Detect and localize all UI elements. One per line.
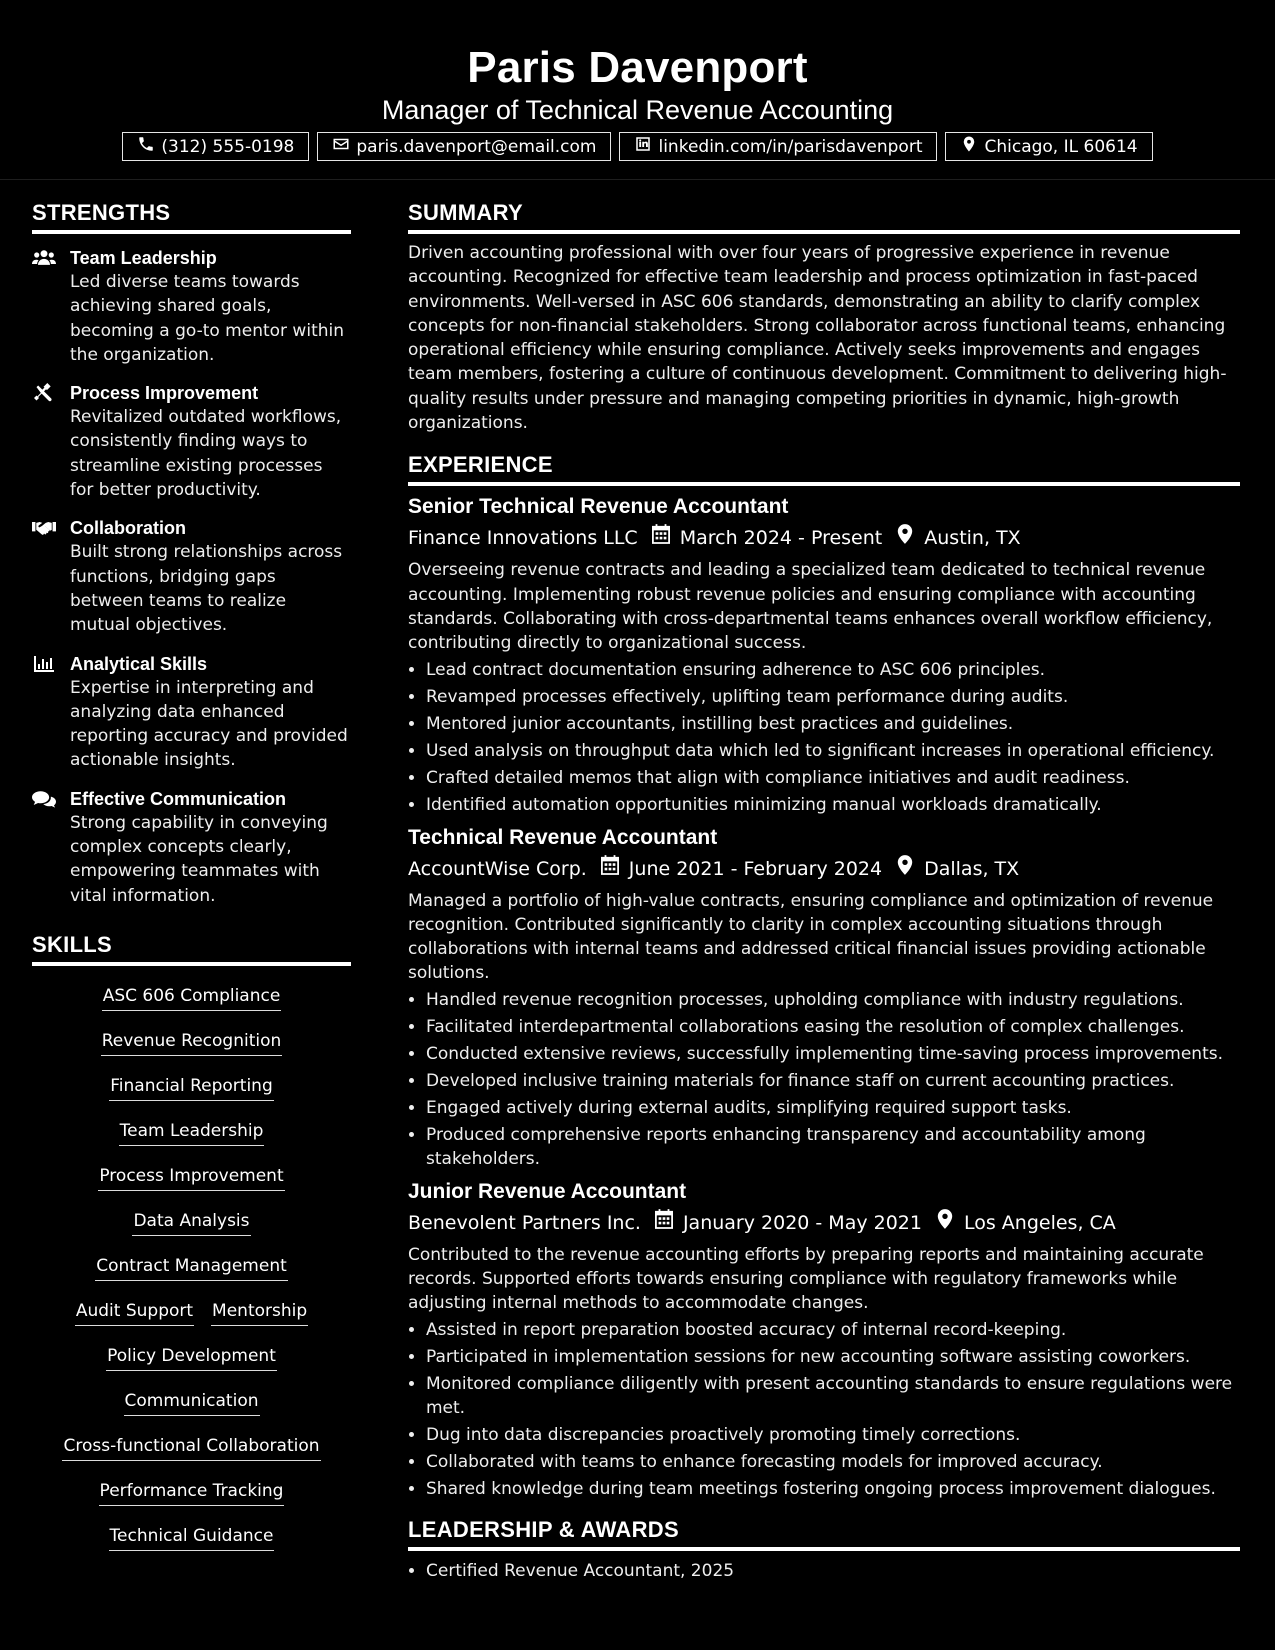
list-item: • Developed inclusive training materials for finance staff on current accounting practices.: [426, 1069, 1240, 1093]
list-item: • Participated in implementation sessions for new accounting software assisting coworkers.: [426, 1345, 1240, 1369]
handshake-icon: [32, 516, 70, 637]
linkedin-icon: [634, 135, 652, 158]
skill-tag: Policy Development: [106, 1342, 277, 1371]
job-title: Junior Revenue Accountant: [408, 1179, 687, 1203]
experience-heading: EXPERIENCE: [408, 448, 1240, 486]
strength-item: [32, 787, 351, 908]
summary-heading: SUMMARY: [408, 196, 1240, 234]
job-title: Senior Technical Revenue Accountant: [408, 495, 789, 519]
awards-heading: LEADERSHIP & AWARDS: [408, 1513, 1240, 1551]
job-entry: [408, 823, 1240, 1171]
comments-icon: [32, 787, 70, 908]
job-meta: [408, 1207, 1240, 1239]
job-dates: March 2024 - Present: [679, 527, 883, 550]
resume-header: [0, 0, 1275, 180]
strength-title: Analytical Skills: [70, 653, 208, 674]
skill-tag: Mentorship: [211, 1297, 308, 1326]
envelope-icon: [332, 135, 350, 158]
skill-tag: ASC 606 Compliance: [102, 982, 282, 1011]
strength-title: Effective Communication: [70, 788, 287, 809]
list-item: • Certified Revenue Accountant, 2025: [426, 1559, 1240, 1583]
list-item: • Revamped processes effectively, uplifting team performance during audits.: [426, 685, 1240, 709]
strength-desc: Revitalized outdated workflows, consistently finding ways to streamline existing processes for better productivity.: [70, 407, 342, 501]
bar-chart-icon: [32, 652, 70, 773]
skill-tag: Revenue Recognition: [101, 1027, 283, 1056]
job-location: Los Angeles, CA: [963, 1211, 1116, 1234]
skills-heading: SKILLS: [32, 928, 351, 966]
skill-tag: Team Leadership: [119, 1117, 265, 1146]
candidate-title: Manager of Technical Revenue Accounting: [381, 95, 894, 125]
skills-section: [32, 928, 351, 1559]
job-description: Contributed to the revenue accounting efforts by preparing reports and maintaining accurate records. Supported efforts towards ensuring compliance with regulatory frameworks while adjusting internal methods to accommodate changes.: [408, 1244, 1204, 1314]
contact-bar: [0, 132, 1275, 161]
skill-tag: Communication: [124, 1387, 260, 1416]
skill-tag: Contract Management: [95, 1252, 288, 1281]
job-entry: [408, 1177, 1240, 1501]
strength-desc: Built strong relationships across functions, bridging gaps between teams to realize mutual objectives.: [70, 542, 343, 636]
strength-title: Team Leadership: [70, 248, 217, 268]
left-column: [32, 196, 351, 1559]
job-bullets: [408, 988, 1240, 1171]
map-pin-icon: [882, 522, 924, 554]
strength-desc: Led diverse teams towards achieving shared goals, becoming a go-to mentor within the organization.: [70, 272, 345, 365]
map-pin-icon: [882, 853, 924, 885]
skill-tag: Process Improvement: [98, 1162, 284, 1191]
skill-tag: Cross-functional Collaboration: [62, 1432, 320, 1461]
contact-location[interactable]: [945, 132, 1152, 161]
list-item: • Lead contract documentation ensuring adherence to ASC 606 principles.: [426, 658, 1240, 682]
contact-linkedin-text: linkedin.com/in/parisdavenport: [658, 136, 923, 157]
list-item: • Assisted in report preparation boosted accuracy of internal record-keeping.: [426, 1318, 1240, 1342]
job-dates: June 2021 - February 2024: [628, 857, 883, 880]
job-dates: January 2020 - May 2021: [682, 1211, 922, 1234]
job-company: AccountWise Corp.: [408, 857, 587, 880]
contact-linkedin[interactable]: [619, 132, 937, 161]
contact-phone[interactable]: [122, 132, 309, 161]
strengths-list: [32, 246, 351, 908]
job-meta: [408, 853, 1240, 885]
calendar-icon: [641, 1207, 683, 1239]
strength-item: [32, 246, 351, 367]
awards-section: [408, 1513, 1240, 1583]
contact-email[interactable]: [317, 132, 611, 161]
contact-phone-text: (312) 555-0198: [161, 136, 295, 157]
job-location: Austin, TX: [924, 527, 1021, 550]
list-item: • Facilitated interdepartmental collaborations easing the resolution of complex challenges.: [426, 1015, 1240, 1039]
skill-tag: Technical Guidance: [109, 1522, 275, 1551]
right-column: [408, 196, 1240, 1586]
strength-item: [32, 652, 351, 773]
list-item: • Monitored compliance diligently with present accounting standards to ensure regulations were met.: [426, 1372, 1240, 1420]
job-bullets: [408, 658, 1240, 817]
job-company: Finance Innovations LLC: [408, 527, 638, 550]
strengths-heading: STRENGTHS: [32, 196, 351, 234]
job-company: Benevolent Partners Inc.: [408, 1211, 641, 1234]
map-pin-icon: [922, 1207, 964, 1239]
job-meta: [408, 522, 1240, 554]
job-location: Dallas, TX: [924, 857, 1020, 880]
map-pin-icon: [960, 135, 978, 158]
list-item: • Handled revenue recognition processes, upholding compliance with industry regulations.: [426, 988, 1240, 1012]
candidate-name: Paris Davenport: [467, 43, 808, 92]
list-item: • Mentored junior accountants, instilling best practices and guidelines.: [426, 712, 1240, 736]
job-title: Technical Revenue Accountant: [408, 825, 718, 849]
skill-tag: Data Analysis: [132, 1207, 250, 1236]
list-item: • Used analysis on throughput data which led to significant increases in operational efficiency.: [426, 739, 1240, 763]
job-description: Managed a portfolio of high-value contracts, ensuring compliance and optimization of revenue recognition. Contributed significantly to clarity in complex accounting situations through collaborations with internal teams and addressed critical financial issues providing actionable solutions.: [408, 890, 1214, 984]
skill-tag: Performance Tracking: [99, 1477, 285, 1506]
skill-tag: Financial Reporting: [109, 1072, 274, 1101]
contact-location-text: Chicago, IL 60614: [984, 136, 1138, 157]
phone-icon: [137, 135, 155, 158]
calendar-icon: [638, 522, 680, 554]
tools-icon: [32, 381, 70, 502]
strength-item: [32, 516, 351, 637]
strength-desc: Strong capability in conveying complex concepts clearly, empowering teammates with vital information.: [70, 812, 328, 906]
strength-title: Process Improvement: [70, 383, 259, 404]
list-item: • Conducted extensive reviews, successfully implementing time-saving process improvements.: [426, 1042, 1240, 1066]
skills-list: [32, 974, 351, 1559]
list-item: • Collaborated with teams to enhance forecasting models for improved accuracy.: [426, 1450, 1240, 1474]
list-item: • Identified automation opportunities minimizing manual workloads dramatically.: [426, 793, 1240, 817]
list-item: • Shared knowledge during team meetings fostering ongoing process improvement dialogues.: [426, 1477, 1240, 1501]
strength-desc: Expertise in interpreting and analyzing data enhanced reporting accuracy and provided actionable insights.: [70, 677, 348, 771]
job-entry: [408, 492, 1240, 816]
list-item: • Crafted detailed memos that align with compliance initiatives and audit readiness.: [426, 766, 1240, 790]
users-icon: [32, 246, 70, 367]
skill-tag: Audit Support: [75, 1297, 194, 1326]
list-item: • Engaged actively during external audits, simplifying required support tasks.: [426, 1096, 1240, 1120]
experience-section: [408, 448, 1240, 1500]
list-item: • Dug into data discrepancies proactively promoting timely corrections.: [426, 1423, 1240, 1447]
awards-list: [408, 1559, 1240, 1583]
strength-item: [32, 381, 351, 502]
contact-email-text: paris.davenport@email.com: [356, 136, 597, 157]
list-item: • Produced comprehensive reports enhancing transparency and accountability among stakeholders.: [426, 1123, 1240, 1171]
summary-text: Driven accounting professional with over four years of progressive experience in revenue accounting. Recognized for effective team leadership and process optimization in fast-paced environments. Well-versed in ASC 606 standards, demonstrating an ability to clarify complex concepts for non-financial stakeholders. Strong collaborator across functional teams, enhancing operational efficiency while ensuring compliance. Actively seeks improvements and engages team members, fostering a culture of continuous development. Commitment to delivering high-quality results under pressure and managing competing priorities in dynamic, high-growth organizations.: [408, 243, 1227, 434]
job-description: Overseeing revenue contracts and leading a specialized team dedicated to technical revenue accounting. Implementing robust revenue policies and ensuring compliance with accounting standards. Collaborating with cross-departmental teams enhances overall workflow efficiency, contributing directly to organizational success.: [408, 560, 1213, 654]
calendar-icon: [587, 853, 629, 885]
job-bullets: [408, 1318, 1240, 1501]
strength-title: Collaboration: [70, 518, 186, 539]
